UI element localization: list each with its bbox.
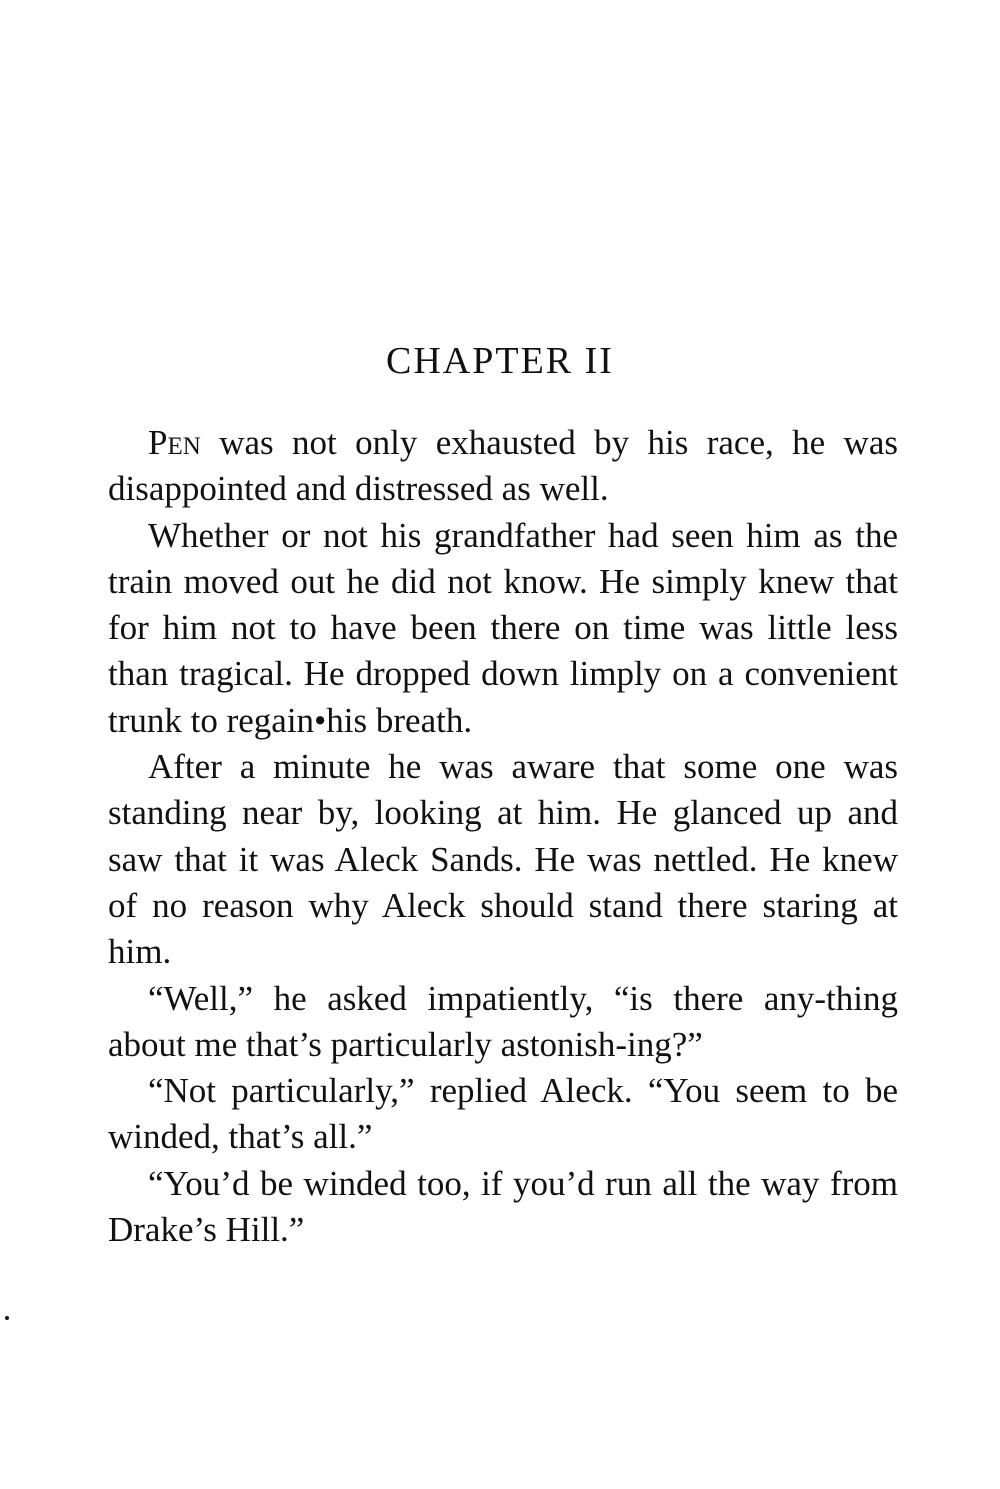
paragraph-3 xyxy=(108,744,898,975)
stray-ink-dot xyxy=(5,1316,9,1320)
paragraph-5 xyxy=(108,1068,898,1161)
chapter-heading: CHAPTER II xyxy=(386,340,614,382)
chapter-body xyxy=(108,420,898,1253)
paragraph-1-lead: Pen xyxy=(148,423,201,462)
paragraph-6-text: “You’d be winded too, if you’d run all the way from Drake’s Hill.” xyxy=(108,1163,898,1250)
paragraph-1 xyxy=(108,420,898,513)
paragraph-2-text: Whether or not his grandfather had seen him as the train moved out he did not know. He simply knew that for him not to have been there on time was little less than tragical. He dropped down limply on a convenient trunk to regain•his breath. xyxy=(108,515,898,740)
paragraph-6 xyxy=(108,1161,898,1254)
paragraph-5-text: “Not particularly,” replied Aleck. “You seem to be winded, that’s all.” xyxy=(108,1071,898,1157)
paragraph-4-text: “Well,” he asked impatiently, “is there any-thing about me that’s particularly astonish-ing?” xyxy=(108,978,898,1064)
paragraph-2 xyxy=(108,513,898,744)
paragraph-1-text: was not only exhausted by his race, he was disappointed and distressed as well. xyxy=(108,423,898,509)
paragraph-3-text: After a minute he was aware that some one was standing near by, looking at him. He glanced up and saw that it was Aleck Sands. He was nettled. He knew of no reason why Aleck should stand there staring at him. xyxy=(108,747,898,972)
paragraph-4 xyxy=(108,976,898,1069)
